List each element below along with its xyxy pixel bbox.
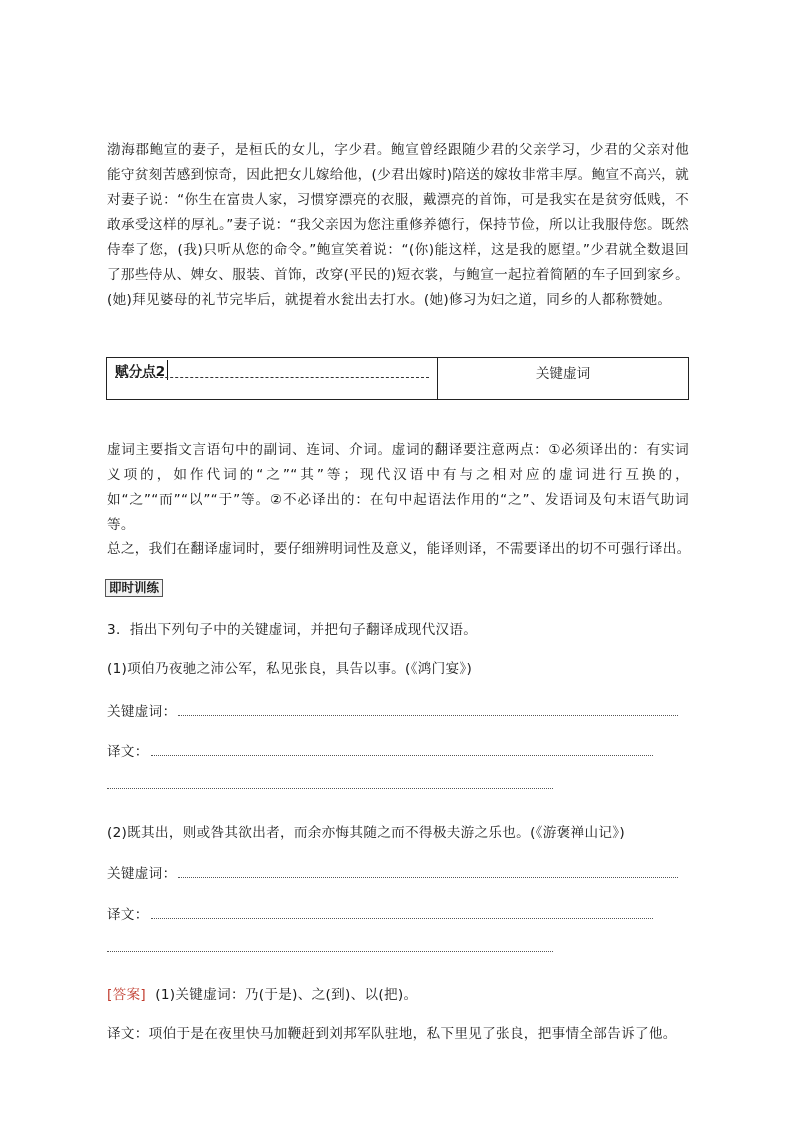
translation-continuation-blank[interactable] (107, 787, 553, 789)
keyword-answer-blank[interactable] (178, 705, 678, 716)
translation-continuation-blank[interactable] (107, 950, 553, 952)
practice-label: 即时训练 (105, 579, 163, 597)
item-1-translation-row (107, 740, 653, 760)
translation-label: 译文： (107, 907, 149, 923)
question-prompt: 3．指出下列句子中的关键虚词，并把句子翻译成现代汉语。 (107, 622, 478, 638)
answer-tag: [答案] (107, 987, 146, 1003)
item-1-sentence: (1)项伯乃夜驰之沛公军，私见张良，具告以事。(《鸿门宴》) (107, 661, 473, 677)
summary-paragraph: 总之，我们在翻译虚词时，要仔细辨明词性及意义，能译则译，不需要译出的切不可强行译出。 (107, 541, 691, 557)
scoring-point-tag: 赋分点2 (115, 360, 168, 380)
translation-label: 译文： (107, 744, 149, 760)
story-translation-paragraph: 渤海郡鲍宣的妻子，是桓氏的女儿，字少君。鲍宣曾经跟随少君的父亲学习，少君的父亲对他能守贫刻苦感到惊奇，因此把女儿嫁给他，(少君出嫁时)陪送的嫁妆非常丰厚。鲍宣不高兴，就对妻子说：“你生在富贵人家，习惯穿漂亮的衣服，戴漂亮的首饰，可是我实在是贫穷低贱，不敢承受这样的厚礼。”妻子说：“我父亲因为您注重修养德行，保持节俭，所以让我服侍您。既然侍奉了您，(我)只听从您的命令。”鲍宣笑着说：“(你)能这样，这是我的愿望。”少君就全数退回了那些侍从、婢女、服装、首饰，改穿(平民的)短衣裳，与鲍宣一起拉着简陋的车子回到家乡。(她)拜见婆母的礼节完毕后，就提着水瓮出去打水。(她)修习为妇之道，同乡的人都称赞她。 (107, 142, 689, 308)
item-2-keyword-row (107, 862, 678, 882)
answer-keywords: (1)关键虚词：乃(于是)、之(到)、以(把)。 (155, 987, 418, 1003)
answer-translation: 译文：项伯于是在夜里快马加鞭赶到刘邦军队驻地，私下里见了张良，把事情全部告诉了他。 (107, 1026, 677, 1042)
keyword-label: 关键虚词： (107, 704, 177, 720)
answer-line (107, 983, 417, 1003)
item-1-keyword-row (107, 700, 678, 720)
keyword-label: 关键虚词： (107, 866, 177, 882)
dashed-divider (115, 377, 429, 378)
scoring-point-cell (107, 358, 438, 399)
key-function-word-heading: 关键虚词 (535, 366, 591, 382)
keyword-answer-blank[interactable] (178, 867, 678, 878)
translation-answer-blank[interactable] (151, 745, 653, 756)
explanation-paragraph: 虚词主要指文言语句中的副词、连词、介词。虚词的翻译要注意两点：①必须译出的：有实词义项的，如作代词的“之”“其”等；现代汉语中有与之相对应的虚词进行互换的，如“之”“而”“以”“于”等。②不必译出的：在句中起语法作用的“之”、发语词及句末语气助词等。 (107, 442, 689, 533)
scoring-point-table (106, 357, 689, 400)
translation-answer-blank[interactable] (151, 908, 653, 919)
item-2-sentence: (2)既其出，则或咎其欲出者，而余亦悔其随之而不得极夫游之乐也。(《游褒禅山记》) (107, 825, 625, 841)
item-2-translation-row (107, 903, 653, 923)
